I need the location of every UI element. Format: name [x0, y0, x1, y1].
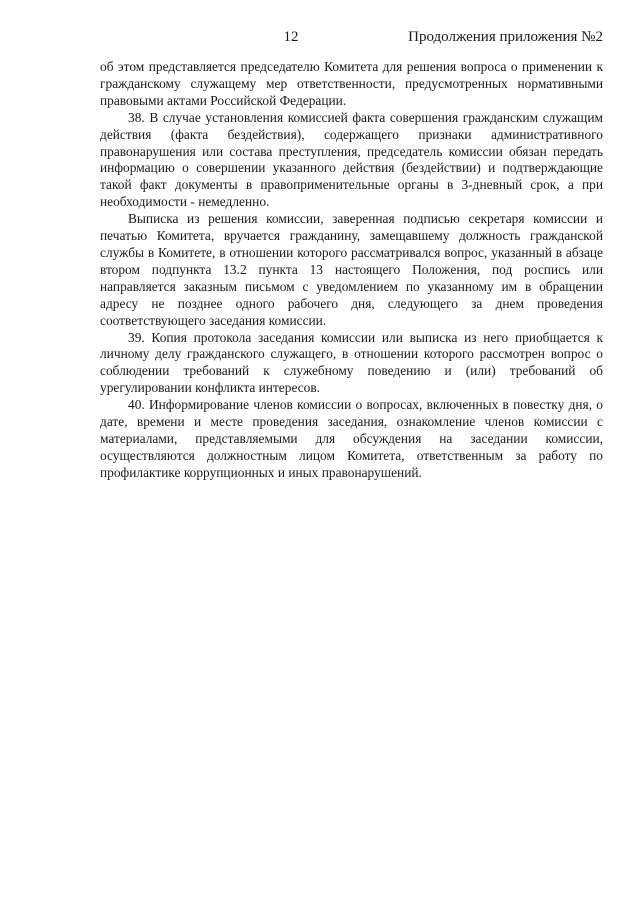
paragraph-continuation: об этом представляется председателю Комитета для решения вопроса о применении к гражданскому служащему мер ответственности, предусмотренных нормативными правовыми актами Российской Федерации. — [100, 59, 603, 108]
page-number: 12 — [283, 29, 299, 45]
paragraph-40: 40. Информирование членов комиссии о вопросах, включенных в повестку дня, о дате, времени и месте проведения заседания, ознакомление членов комиссии с материалами, представляемыми для обсуждения на заседании комиссии, осуществляются должностным лицом Комитета, ответственным за работу по профилактике коррупционных и иных правонарушений. — [100, 397, 603, 480]
paragraph-extract: Выписка из решения комиссии, заверенная подписью секретаря комиссии и печатью Комитета, вручается гражданину, замещавшему должность гражданской службы в Комитете, в отношении которого рассматривался вопрос, указанный в абзаце втором подпункта 13.2 пункта 13 настоящего Положения, под роспись или направляется заказным письмом с уведомлением по указанному им в обращении адресу не позднее одного рабочего дня, следующего за днем проведения соответствующего заседания комиссии. — [100, 211, 603, 328]
running-title: Продолжения приложения №2 — [408, 29, 603, 45]
paragraph-39: 39. Копия протокола заседания комиссии или выписка из него приобщается к личному делу гражданского служащего, в отношении которого рассмотрен вопрос о соблюдении требований к служебному поведению и (или) требований об урегулировании конфликта интересов. — [100, 329, 603, 396]
document-body — [100, 59, 603, 482]
paragraph-38: 38. В случае установления комиссией факта совершения гражданским служащим действия (факта бездействия), содержащего признаки административного правонарушения или состава преступления, председатель комиссии обязан передать информацию о совершении указанного действия (бездействии) и подтверждающие такой факт документы в правоприменительные органы в 3-дневный срок, а при необходимости - немедленно. — [100, 109, 603, 210]
